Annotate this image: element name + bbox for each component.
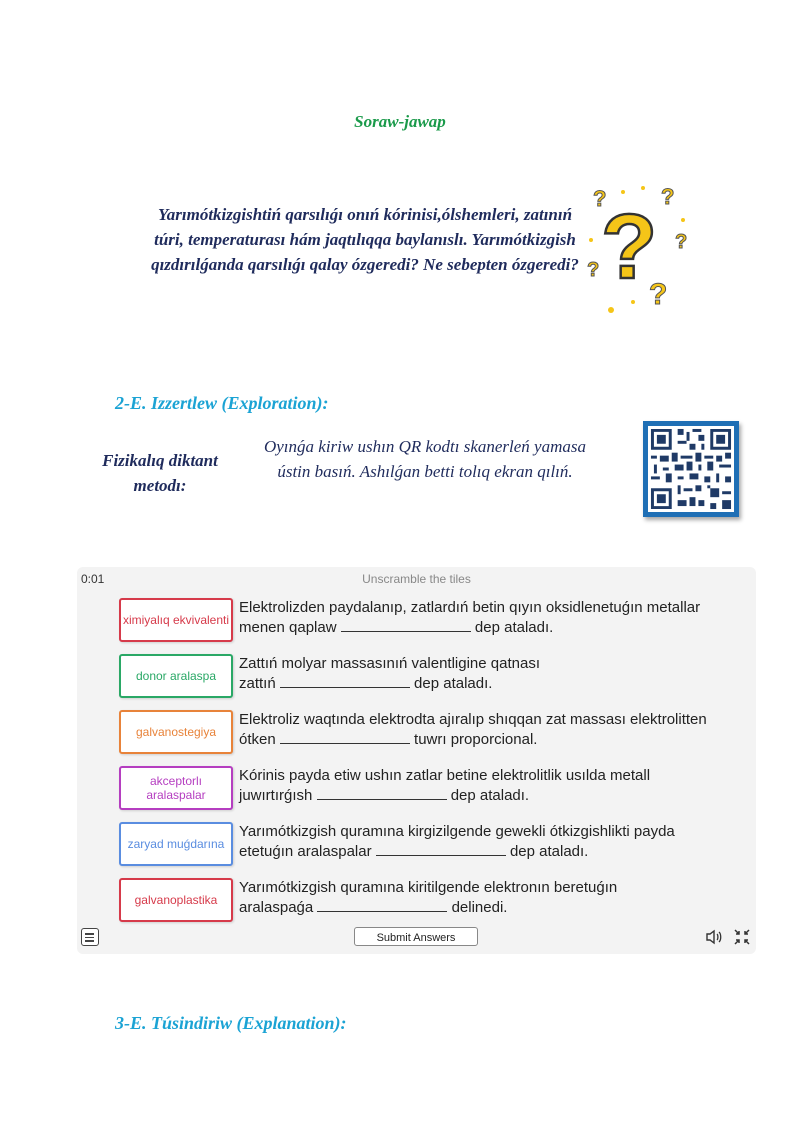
answer-tile[interactable]: galvanostegiya (119, 710, 233, 754)
blank-slot[interactable] (341, 619, 471, 632)
blank-slot[interactable] (317, 787, 447, 800)
sentence-text: Yarımótkizgish quramına kirgizilgende gewekli ótkizgishlikti payda etetuǵın aralaspalar (239, 823, 675, 860)
blank-slot[interactable] (280, 731, 410, 744)
sentence-text: Elektrolizden paydalanıp, zatlardıń betin qıyın oksidlenetuǵın metallar menen qaplaw (239, 599, 701, 636)
timer: 0:01 (81, 572, 105, 586)
answer-tile[interactable]: donor aralaspa (119, 654, 233, 698)
sentence-text: Kórinis payda etiw ushın zatlar betine elektrolitlik usılda metall juwırtırǵısh (239, 767, 651, 804)
answer-tile[interactable]: zaryad muǵdarına (119, 822, 233, 866)
sentence-end: dep ataladı. (414, 675, 493, 692)
game-title: Unscramble the tiles (362, 572, 471, 586)
question-row (119, 766, 739, 810)
blank-slot[interactable] (376, 843, 506, 856)
sentence-end: dep ataladı. (474, 619, 554, 636)
section-2-title: 2-E. Izzertlew (Exploration): (115, 393, 329, 413)
sentence (239, 598, 739, 638)
section-heading: Soraw-jawap (354, 112, 446, 131)
speaker-icon[interactable] (705, 929, 723, 950)
sentence-text: Yarımótkizgish quramına kiritilgende elektronın beretuǵın aralaspaǵa (239, 879, 618, 916)
method-label: Fizikalıq diktant metodı: (102, 451, 218, 495)
sentence-text: Elektroliz waqtında elektrodta ajıralıp shıqqan zat massası elektrolitten ótken (239, 711, 707, 748)
question-row (119, 878, 739, 922)
sentence (239, 822, 719, 862)
sentence-end: delinedi. (451, 899, 508, 916)
sentence-text: Zattıń molyar massasınıń valentligine qatnası zattıń (239, 655, 540, 692)
submit-answers-button[interactable]: Submit Answers (354, 927, 478, 946)
sentence (239, 654, 569, 694)
section-3-title: 3-E. Túsindiriw (Explanation): (115, 1013, 347, 1033)
answer-tile[interactable]: galvanoplastika (119, 878, 233, 922)
sentence-end: dep ataladı. (509, 843, 589, 860)
sentence (239, 710, 739, 750)
svg-text:?: ? (587, 259, 600, 281)
question-row (119, 654, 739, 698)
instruction-text: Oyınǵa kiriw ushın QR kodtı skanerleń yamasa ústin basıń. Ashılǵan betti tolıq ekran qılıń. (263, 437, 586, 481)
question-text: Yarımótkizgishtiń qarsılıǵı onıń kórinisi,ólshemleri, zatınıń túri, temperaturası hám jaqtılıqqa baylanıslı. Yarımótkizgish qızdırılǵanda qarsılıǵı qalay ózgeredi? Ne sebepten ózgeredi? (151, 205, 579, 274)
sentence (239, 878, 639, 918)
menu-icon[interactable] (81, 928, 99, 946)
answer-tile[interactable]: akceptorlı aralaspalar (119, 766, 233, 810)
unscramble-game (77, 567, 756, 954)
question-row (119, 710, 739, 754)
blank-slot[interactable] (280, 675, 410, 688)
svg-text:?: ? (675, 231, 688, 253)
question-row (119, 822, 739, 866)
sentence-end: dep ataladı. (450, 787, 530, 804)
exit-fullscreen-icon[interactable] (733, 929, 751, 950)
sentence (239, 766, 679, 806)
question-marks-icon (583, 180, 703, 320)
blank-slot[interactable] (317, 899, 447, 912)
svg-text:?: ? (649, 278, 668, 311)
sentence-end: tuwrı proporcional. (414, 731, 538, 748)
qr-code-icon[interactable] (643, 421, 739, 517)
answer-tile[interactable]: ximiyalıq ekvivalenti (119, 598, 233, 642)
svg-text:?: ? (601, 196, 658, 298)
question-row (119, 598, 739, 642)
svg-text:?: ? (593, 186, 607, 211)
svg-text:?: ? (661, 184, 675, 209)
